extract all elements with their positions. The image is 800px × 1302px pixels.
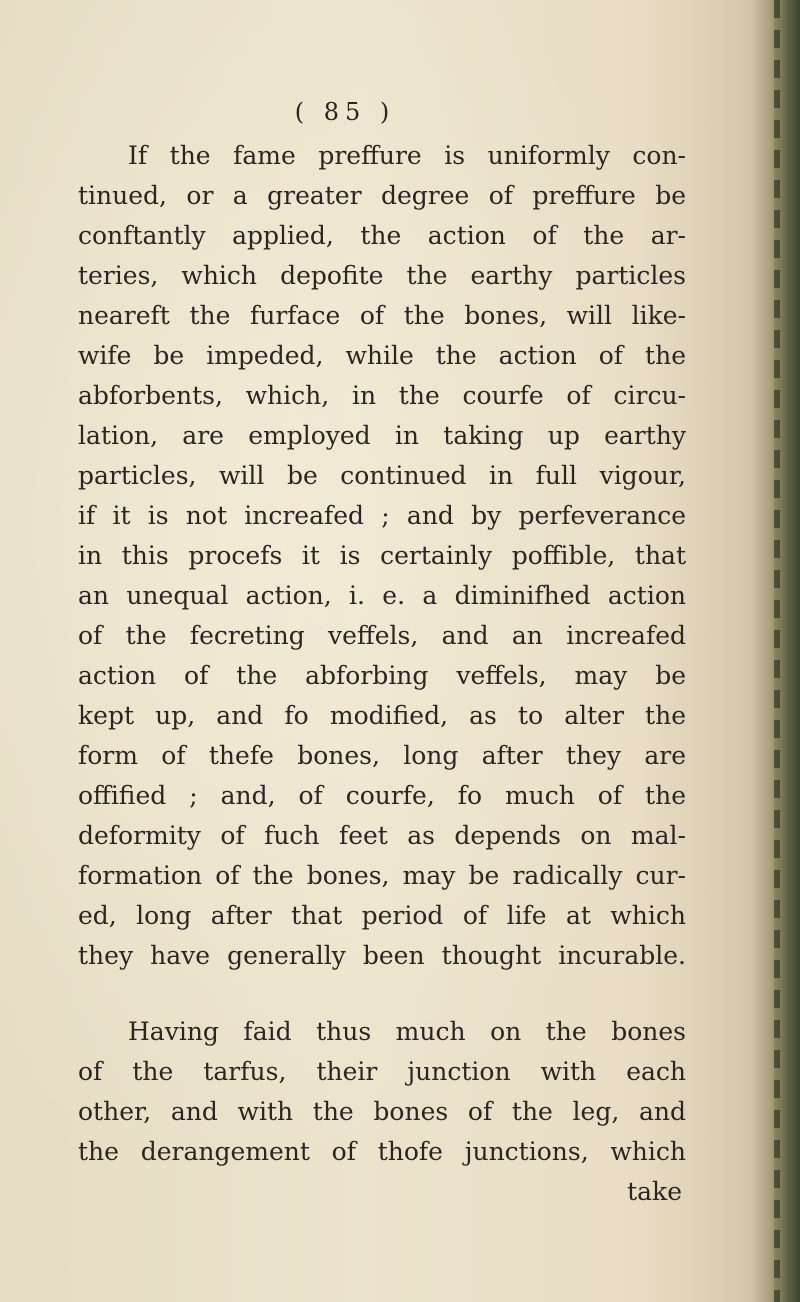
text-line: in this procefs it is certainly poffible, that (78, 541, 686, 570)
binding-edge (752, 0, 800, 1302)
text-line: wife be impeded, while the action of the (78, 341, 686, 370)
text-line: form of thefe bones, long after they are (78, 741, 686, 770)
text-line: particles, will be continued in full vigour, (78, 461, 686, 490)
text-line: an unequal action, i. e. a diminifhed action (78, 581, 686, 610)
paragraph-2 (78, 1012, 686, 1172)
text-line: kept up, and fo modified, as to alter the (78, 701, 686, 730)
text-line: abforbents, which, in the courfe of circu- (78, 381, 686, 410)
paragraph-gap (78, 976, 686, 1012)
text-line: Having faid thus much on the bones (128, 1017, 686, 1046)
text-line: lation, are employed in taking up earthy (78, 421, 686, 450)
body-text (78, 136, 686, 1212)
text-line: of the tarfus, their junction with each (78, 1057, 686, 1086)
text-line: offified ; and, of courfe, fo much of the (78, 781, 686, 810)
text-line: tinued, or a greater degree of preffure be (78, 181, 686, 210)
text-line: the derangement of thofe junctions, which (78, 1137, 686, 1166)
text-line: if it is not increafed ; and by perfeverance (78, 501, 686, 530)
text-line: teries, which depofite the earthy particles (78, 261, 686, 290)
paragraph-1 (78, 136, 686, 976)
text-line: they have generally been thought incurable. (78, 941, 686, 970)
catchword: take (627, 1177, 682, 1206)
text-line: conftantly applied, the action of the ar- (78, 221, 686, 250)
text-line: ed, long after that period of life at which (78, 901, 686, 930)
text-line: action of the abforbing veffels, may be (78, 661, 686, 690)
text-line: of the fecreting veffels, and an increafed (78, 621, 686, 650)
page-number: ( 85 ) (294, 98, 396, 126)
text-line: neareft the furface of the bones, will like- (78, 301, 686, 330)
text-line: deformity of fuch feet as depends on mal- (78, 821, 686, 850)
text-line: other, and with the bones of the leg, and (78, 1097, 686, 1126)
text-line: If the fame preffure is uniformly con- (128, 141, 686, 170)
text-line: formation of the bones, may be radically cur- (78, 861, 686, 890)
